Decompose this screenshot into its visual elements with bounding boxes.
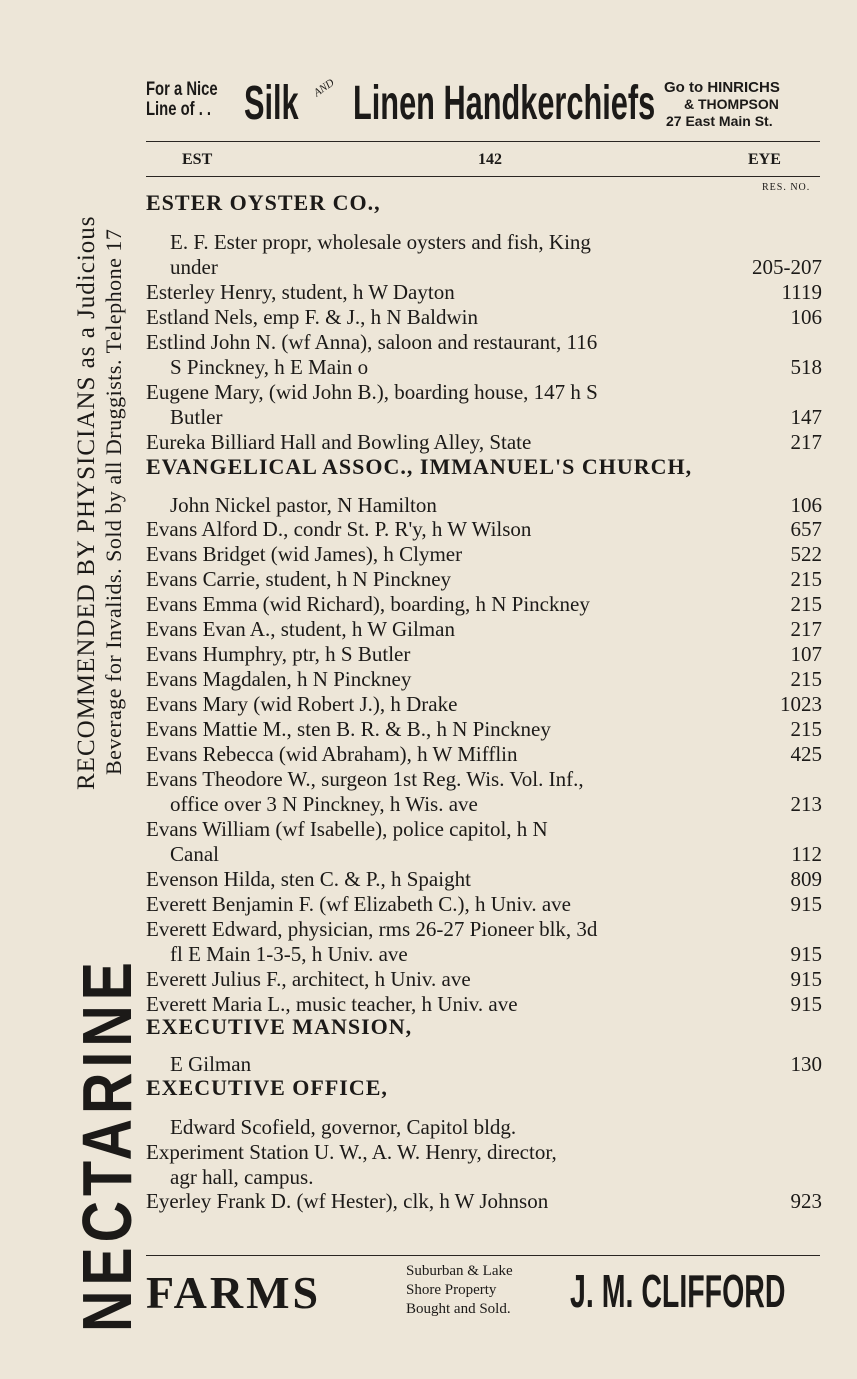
entry-residence-number: 425: [790, 742, 822, 766]
directory-entry: [146, 942, 822, 967]
directory-entry: [146, 1140, 822, 1165]
entry-text: under: [170, 255, 218, 279]
directory-entry: [146, 967, 822, 992]
footer-ad-line-2: Shore Property: [406, 1282, 497, 1298]
entry-residence-number: 213: [790, 792, 822, 816]
entry-heading: [146, 454, 822, 479]
entry-text: Estlind John N. (wf Anna), saloon and restaurant, 116: [146, 330, 598, 354]
directory-entry: [146, 355, 822, 380]
running-head-right: EYE: [748, 151, 781, 168]
running-head-page: 142: [478, 151, 502, 168]
directory-entry: [146, 405, 822, 430]
entry-text: Eugene Mary, (wid John B.), boarding house, 147 h S: [146, 380, 598, 404]
entry-residence-number: 923: [790, 1189, 822, 1213]
directory-entry: [146, 280, 822, 305]
entry-residence-number: 1119: [781, 280, 822, 304]
directory-entry: [146, 667, 822, 692]
header-ad-and: AND: [311, 76, 337, 100]
entry-text: Evans Emma (wid Richard), boarding, h N Pinckney: [146, 592, 590, 616]
entry-text: Butler: [170, 405, 223, 429]
directory-entry: [146, 330, 822, 355]
side-advertisement: [0, 0, 146, 1379]
directory-entry: [146, 430, 822, 455]
directory-entry: [146, 1115, 822, 1140]
entry-residence-number: 217: [790, 430, 822, 454]
directory-entry: [146, 867, 822, 892]
entry-text: Everett Edward, physician, rms 26-27 Pioneer blk, 3d: [146, 917, 598, 941]
entry-residence-number: 215: [790, 567, 822, 591]
entry-residence-number: 107: [790, 642, 822, 666]
entry-text: EVANGELICAL ASSOC., IMMANUEL'S CHURCH,: [146, 454, 693, 479]
entry-text: Evans William (wf Isabelle), police capitol, h N: [146, 817, 548, 841]
header-ad-right-line-3: 27 East Main St.: [666, 113, 773, 129]
entry-text: Edward Scofield, governor, Capitol bldg.: [170, 1115, 517, 1139]
entry-heading: [146, 1075, 822, 1100]
directory-entry: [146, 717, 822, 742]
directory-entry: [146, 892, 822, 917]
entry-text: agr hall, campus.: [170, 1165, 314, 1189]
side-ad-brand: NECTARINE: [68, 957, 146, 1332]
directory-entry: [146, 1165, 822, 1190]
header-rule: [146, 141, 820, 142]
entry-text: E Gilman: [170, 1052, 252, 1076]
directory-entry: [146, 792, 822, 817]
header-ad-right-line-1: Go to HINRICHS: [664, 79, 780, 96]
header-advertisement: [146, 74, 826, 140]
entry-text: ESTER OYSTER CO.,: [146, 190, 381, 215]
directory-entry: [146, 493, 822, 518]
entry-text: Evans Theodore W., surgeon 1st Reg. Wis. Vol. Inf.,: [146, 767, 584, 791]
directory-entry: [146, 255, 822, 280]
footer-rule: [146, 1255, 820, 1256]
entry-residence-number: 130: [790, 1052, 822, 1076]
header-ad-left-line-2: Line of . .: [146, 99, 212, 120]
entry-text: EXECUTIVE OFFICE,: [146, 1075, 388, 1100]
entry-residence-number: 809: [790, 867, 822, 891]
header-ad-silk: Silk: [244, 77, 299, 130]
entry-text: John Nickel pastor, N Hamilton: [170, 493, 437, 517]
res-no-label: RES. NO.: [762, 182, 811, 193]
entry-text: EXECUTIVE MANSION,: [146, 1014, 413, 1039]
side-ad-line-2: Beverage for Invalids. Sold by all Druggists. Telephone 17: [101, 228, 126, 775]
directory-entry: [146, 230, 822, 255]
footer-ad-name: J. M. CLIFFORD: [570, 1265, 786, 1317]
directory-entry: [146, 517, 822, 542]
directory-entry: [146, 380, 822, 405]
entry-residence-number: 215: [790, 667, 822, 691]
entry-text: Estland Nels, emp F. & J., h N Baldwin: [146, 305, 478, 329]
side-ad-line-1: RECOMMENDED BY PHYSICIANS as a Judicious: [73, 215, 100, 790]
entry-text: Evans Evan A., student, h W Gilman: [146, 617, 455, 641]
entry-text: Evans Humphry, ptr, h S Butler: [146, 642, 411, 666]
entry-residence-number: 915: [790, 992, 822, 1016]
header-ad-right-line-2: & THOMPSON: [684, 96, 779, 112]
directory-entry: [146, 817, 822, 842]
entry-text: Everett Julius F., architect, h Univ. ave: [146, 967, 471, 991]
entry-residence-number: 106: [790, 305, 822, 329]
directory-entry: [146, 642, 822, 667]
entry-text: S Pinckney, h E Main o: [170, 355, 369, 379]
entry-text: Evenson Hilda, sten C. & P., h Spaight: [146, 867, 471, 891]
entry-residence-number: 915: [790, 892, 822, 916]
footer-ad-line-3: Bought and Sold.: [406, 1301, 511, 1317]
entry-text: Eyerley Frank D. (wf Hester), clk, h W Johnson: [146, 1189, 549, 1213]
directory-entry: [146, 305, 822, 330]
entry-heading: [146, 1014, 822, 1039]
entry-text: Evans Rebecca (wid Abraham), h W Mifflin: [146, 742, 518, 766]
entry-text: Evans Alford D., condr St. P. R'y, h W Wilson: [146, 517, 532, 541]
entry-text: fl E Main 1-3-5, h Univ. ave: [170, 942, 408, 966]
entry-text: Experiment Station U. W., A. W. Henry, director,: [146, 1140, 557, 1164]
entry-text: E. F. Ester propr, wholesale oysters and fish, King: [170, 230, 591, 254]
directory-entry: [146, 617, 822, 642]
entry-residence-number: 915: [790, 967, 822, 991]
footer-advertisement: [146, 1260, 822, 1326]
entry-heading: [146, 190, 822, 215]
entry-residence-number: 215: [790, 592, 822, 616]
directory-entry: [146, 692, 822, 717]
entry-text: Evans Bridget (wid James), h Clymer: [146, 542, 463, 566]
entry-residence-number: 915: [790, 942, 822, 966]
running-head-left: EST: [182, 151, 213, 168]
entry-residence-number: 217: [790, 617, 822, 641]
entry-residence-number: 112: [791, 842, 822, 866]
entry-residence-number: 205-207: [752, 255, 822, 279]
directory-entry: [146, 842, 822, 867]
directory-entry: [146, 917, 822, 942]
entry-residence-number: 657: [790, 517, 822, 541]
directory-entry: [146, 542, 822, 567]
entry-residence-number: 106: [790, 493, 822, 517]
directory-entry: [146, 592, 822, 617]
directory-entry: [146, 1052, 822, 1077]
directory-entry: [146, 1189, 822, 1214]
entry-residence-number: 215: [790, 717, 822, 741]
entry-text: Everett Benjamin F. (wf Elizabeth C.), h Univ. ave: [146, 892, 572, 916]
entry-residence-number: 1023: [780, 692, 822, 716]
directory-entry: [146, 567, 822, 592]
entry-text: Evans Magdalen, h N Pinckney: [146, 667, 412, 691]
header-ad-left-line-1: For a Nice: [146, 79, 218, 100]
directory-entry: [146, 742, 822, 767]
entry-residence-number: 518: [790, 355, 822, 379]
entry-residence-number: 147: [790, 405, 822, 429]
entry-text: Evans Mary (wid Robert J.), h Drake: [146, 692, 458, 716]
header-ad-main: Linen Handkerchiefs: [353, 77, 656, 130]
entry-residence-number: 522: [790, 542, 822, 566]
entry-text: Evans Carrie, student, h N Pinckney: [146, 567, 452, 591]
footer-ad-farms: FARMS: [146, 1267, 322, 1318]
entry-text: Esterley Henry, student, h W Dayton: [146, 280, 455, 304]
entry-text: Eureka Billiard Hall and Bowling Alley, State: [146, 430, 532, 454]
entry-text: Everett Maria L., music teacher, h Univ. ave: [146, 992, 518, 1016]
entry-text: office over 3 N Pinckney, h Wis. ave: [170, 792, 478, 816]
footer-ad-line-1: Suburban & Lake: [406, 1263, 513, 1279]
running-head-rule: [146, 176, 820, 177]
entry-text: Evans Mattie M., sten B. R. & B., h N Pinckney: [146, 717, 551, 741]
directory-entry: [146, 767, 822, 792]
entry-text: Canal: [170, 842, 219, 866]
